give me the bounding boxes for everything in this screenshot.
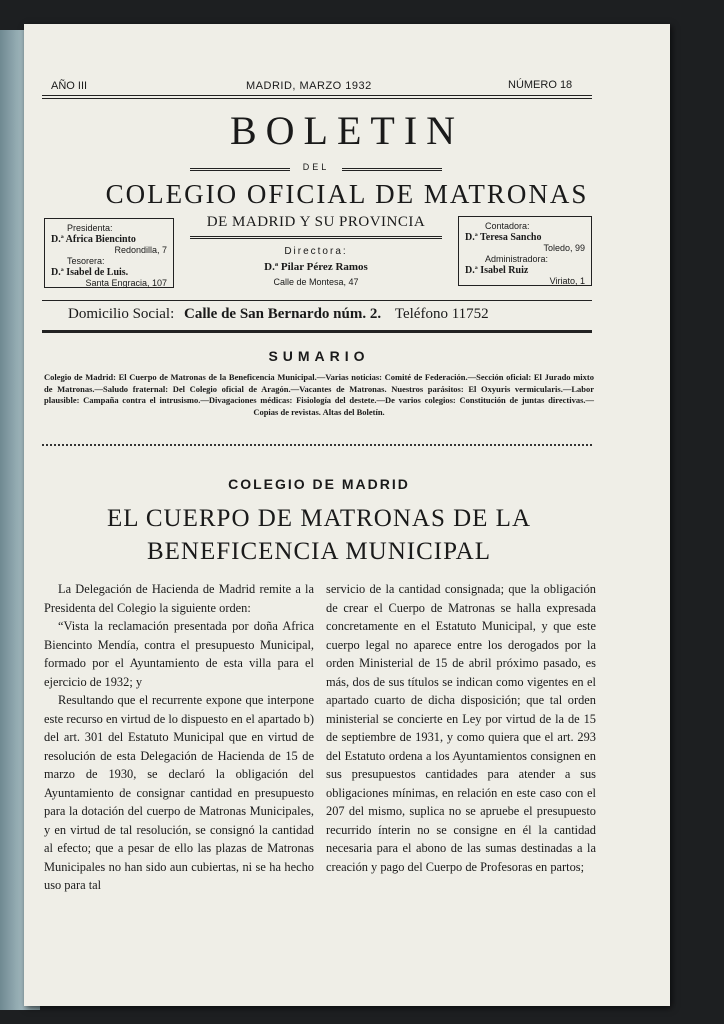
- accountant-address: Toledo, 99: [543, 243, 585, 253]
- president-role: Presidenta:: [67, 223, 113, 233]
- accountant-name: D.ª Teresa Sancho: [465, 232, 542, 243]
- masthead-del: DEL: [302, 162, 330, 172]
- sumario-text: Colegio de Madrid: El Cuerpo de Matronas de la Beneficencia Municipal.—Varias noticias: Comité de Federación.—Sección oficial: El Jurado mixto de Matronas.—Saludo fraternal: Del Colegio oficial de Aragón.—Vacantes de Matronas. Nuestros parásitos: El Oxyuris vermicularis.—Labor plausible: Campaña contra el intrusismo.—Divagaciones médicas: Fisiología del destete.—De varios colegios: Constitución de juntas directivas.—Copias de revistas. Altas del Boletín.: [44, 372, 594, 417]
- masthead-subtitle: COLEGIO OFICIAL DE MATRONAS: [105, 179, 589, 209]
- article-headline-line2: BENEFICENCIA MUNICIPAL: [146, 538, 492, 565]
- article-left-column: [44, 580, 314, 895]
- president-address: Redondilla, 7: [114, 245, 167, 255]
- accountant-role: Contadora:: [485, 221, 530, 231]
- del-rule-left: [190, 168, 290, 171]
- article-headline-line1: EL CUERPO DE MATRONAS DE LA: [107, 505, 531, 532]
- section-title: COLEGIO DE MADRID: [228, 476, 410, 492]
- treasurer-address: Santa Engracia, 107: [85, 278, 167, 288]
- left-officers-box: [44, 218, 174, 288]
- header-rule-2: [42, 98, 592, 99]
- director-role: Directora:: [284, 246, 348, 257]
- sumario-title: SUMARIO: [268, 348, 370, 364]
- right-officers-box: [458, 216, 592, 286]
- issue-number: NÚMERO 18: [508, 79, 573, 91]
- domicilio-bottom-rule: [42, 330, 592, 333]
- treasurer-role: Tesorera:: [67, 256, 105, 266]
- domicilio-address: Calle de San Bernardo núm. 2.: [184, 306, 382, 322]
- left-paragraph-1: La Delegación de Hacienda de Madrid remite a la Presidenta del Colegio la siguiente orden:: [44, 582, 314, 615]
- domicilio-phone: Teléfono 11752: [394, 306, 489, 322]
- del-rule-right: [342, 168, 442, 171]
- header-rule: [42, 95, 592, 96]
- domicilio-line: [68, 306, 489, 323]
- article-right-column: [326, 580, 596, 876]
- treasurer-name: D.ª Isabel de Luis.: [51, 267, 129, 278]
- sumario-bottom-rule: [42, 444, 592, 446]
- director-name: D.ª Pilar Pérez Ramos: [264, 261, 368, 273]
- left-paragraph-3: Resultando que el recurrente expone que interpone este recurso en virtud de lo dispuesto en el apartado b) del art. 301 del Estatuto Municipal que en virtud de resolución de esta Delegación de Hacienda de 15 de marzo de 1930, se declaró la obligación del Ayuntamiento de consignar cantidad en presupuesto para la dotación del cuerpo de Matronas Municipales, y en virtud de tal resolución, se consignó la cantidad al efecto; que a pesar de ello las plazas de Matronas Municipales no han sido aun cubiertas, ni se ha hecho uso para tal: [44, 693, 314, 892]
- administrator-name: D.ª Isabel Ruiz: [465, 265, 529, 276]
- administrator-role: Administradora:: [485, 254, 549, 264]
- director-address: Calle de Montesa, 47: [273, 277, 359, 287]
- domicilio-label: Domicilio Social:: [68, 306, 175, 322]
- issue-date: MADRID, MARZO 1932: [246, 80, 372, 92]
- domicilio-top-rule: [42, 300, 592, 301]
- region-rule: [190, 236, 442, 239]
- masthead-region: DE MADRID Y SU PROVINCIA: [206, 214, 426, 230]
- left-paragraph-2: “Vista la reclamación presentada por doña Africa Biencinto Mendía, contra el presupuesto Municipal, formado por el Ayuntamiento de esta villa para el ejercicio de 1932; y: [44, 619, 314, 689]
- president-name: D.ª Africa Biencinto: [51, 234, 136, 245]
- right-paragraph-1: servicio de la cantidad consignada; que la obligación de crear el Cuerpo de Matronas se halla expresada concretamente en el Estatuto Municipal, y que este cuerpo legal no aparece entre los derogados por la orden Ministerial de 15 de abril próximo pasado, es más, dos de sus títulos se indican como vigentes en el apartado cuarto de dicha disposición; que tal orden ministerial se concierte en Ley por virtud de la de 15 de septiembre de 1931, y como quiera que el art. 293 del Estatuto ordena a los Ayuntamientos consignen en sus presupuestos cantidades para atender a sus obligaciones mínimas, en relación en este caso con el 207 del mismo, suplica no se apruebe el presupuesto recurrido ínterin no se consigne en él la cantidad necesaria para el abono de las sumas destinadas a la creación y pago del Cuerpo de Profesoras en partos;: [326, 582, 596, 874]
- administrator-address: Viriato, 1: [549, 276, 585, 286]
- masthead-title: BOLETIN: [229, 108, 465, 153]
- year-label: AÑO III: [51, 80, 88, 92]
- bulletin-page: [24, 24, 670, 1006]
